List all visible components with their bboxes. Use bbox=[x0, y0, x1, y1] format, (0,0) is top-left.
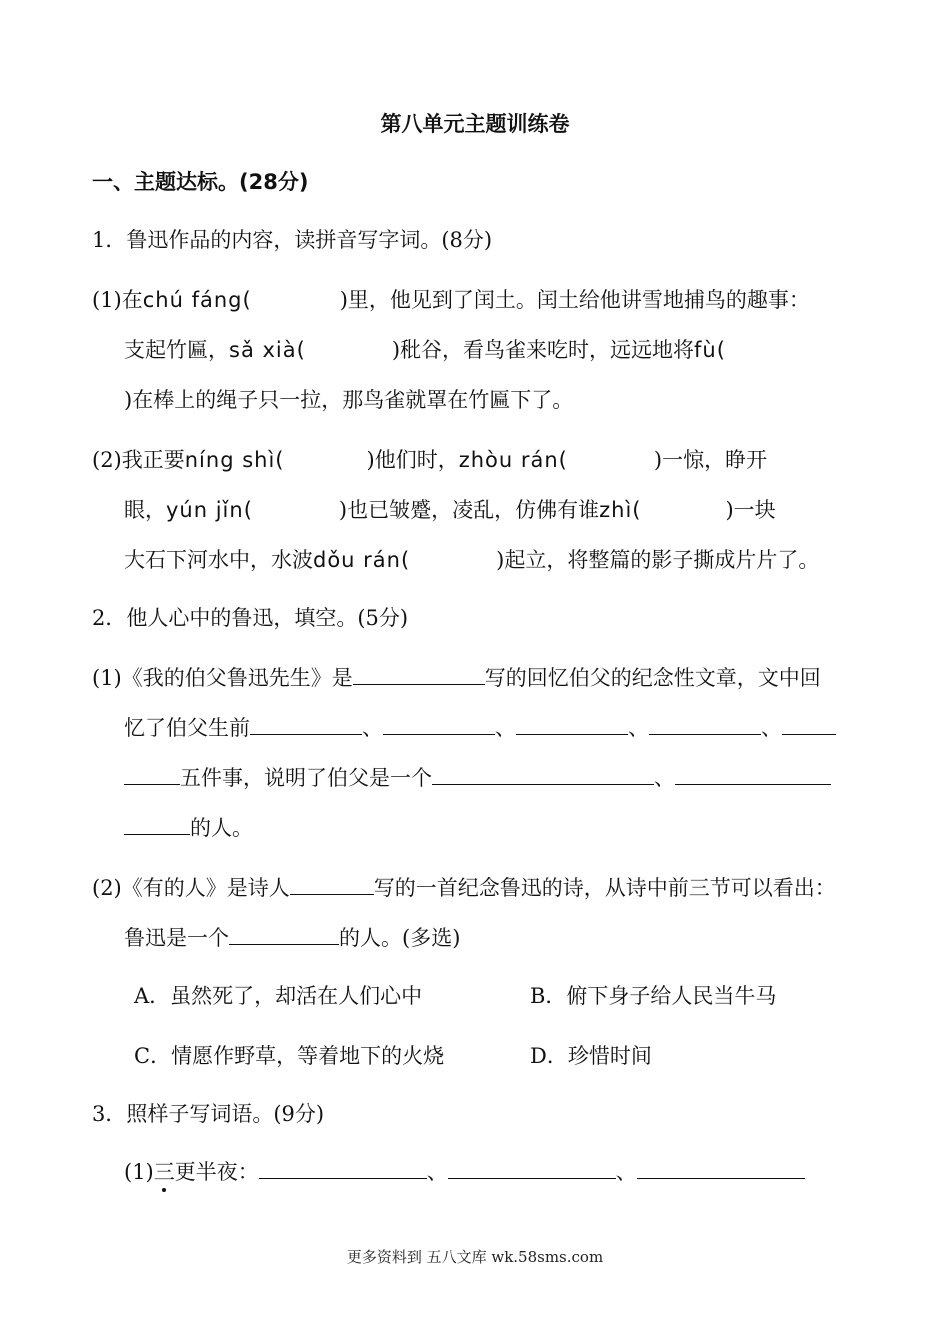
separator: 、 bbox=[615, 1160, 637, 1184]
separator: 、 bbox=[761, 716, 782, 740]
q2-p1-line4 bbox=[124, 814, 253, 842]
blank-quality-2-end[interactable] bbox=[124, 814, 190, 835]
blank-word-1[interactable] bbox=[259, 1158, 427, 1179]
q1-p1-line2 bbox=[124, 336, 726, 364]
q3-p1-line1 bbox=[124, 1158, 805, 1186]
pinyin-zhouran: zhòu rán( bbox=[458, 448, 568, 472]
blank-event-3[interactable] bbox=[516, 714, 628, 735]
q1-p2-text-e: )也已皱蹙，凌乱，仿佛有谁 bbox=[338, 498, 600, 522]
q2-p1-line1 bbox=[92, 664, 821, 692]
q3-p1-example: 更半夜： bbox=[174, 1160, 259, 1184]
section-heading: 一、主题达标。(28分) bbox=[92, 170, 309, 194]
q1-p2-text-g: 大石下河水中，水波 bbox=[124, 548, 313, 572]
blank-poet[interactable] bbox=[290, 874, 374, 895]
q1-p2-line1 bbox=[92, 446, 767, 474]
option-a[interactable]: A．虽然死了，却活在人们心中 bbox=[134, 984, 423, 1008]
option-b[interactable]: B．俯下身子给人民当牛马 bbox=[530, 984, 777, 1008]
q2-p1-text-b: 写的回忆伯父的纪念性文章，文中回 bbox=[484, 666, 821, 690]
blank-author[interactable] bbox=[353, 664, 485, 685]
q1-p1-number: (1) bbox=[92, 288, 122, 312]
q2-p2-text-c: 鲁迅是一个 bbox=[124, 926, 229, 950]
q1-p1-line3 bbox=[124, 386, 573, 414]
blank-quality-2-start[interactable] bbox=[675, 764, 831, 785]
q1-p2-number: (2) bbox=[92, 448, 122, 472]
question-3-heading: 3．照样子写词语。(9分) bbox=[92, 1102, 325, 1126]
q1-p1-line1 bbox=[92, 286, 810, 314]
blank-luxun-trait[interactable] bbox=[229, 924, 339, 945]
q2-p1-text-c: 忆了伯父生前 bbox=[124, 716, 250, 740]
q1-p2-text-c: )一惊，睁开 bbox=[653, 448, 768, 472]
q3-p1-number: (1) bbox=[124, 1160, 154, 1184]
blank-event-5-end[interactable] bbox=[124, 764, 180, 785]
pinyin-yunjin: yún jǐn( bbox=[166, 498, 253, 522]
q1-p2-text-a: 我正要 bbox=[121, 448, 185, 472]
blank-event-5-start[interactable] bbox=[782, 714, 836, 735]
q1-p2-text-h: )起立，将整篇的影子撕成片片了。 bbox=[496, 548, 820, 572]
q1-p1-text-b: )里，他见到了闰土。闰土给他讲雪地捕鸟的趣事： bbox=[339, 288, 810, 312]
pinyin-zhi: zhì( bbox=[599, 498, 642, 522]
separator: 、 bbox=[495, 716, 516, 740]
pinyin-douran: dǒu rán( bbox=[313, 548, 411, 572]
pinyin-ningshi: níng shì( bbox=[184, 448, 285, 472]
q2-p1-text-d: 五件事，说明了伯父是一个 bbox=[180, 766, 432, 790]
separator: 、 bbox=[654, 766, 675, 790]
q2-p2-text-b: 写的一首纪念鲁迅的诗，从诗中前三节可以看出： bbox=[373, 876, 836, 900]
blank-word-3[interactable] bbox=[637, 1158, 805, 1179]
emphasized-char: 三 bbox=[153, 1160, 175, 1184]
q1-p1-text-c: 支起竹匾， bbox=[124, 338, 229, 362]
separator: 、 bbox=[628, 716, 649, 740]
option-c[interactable]: C．情愿作野草，等着地下的火烧 bbox=[134, 1044, 445, 1068]
pinyin-saxia: sǎ xià( bbox=[229, 338, 306, 362]
q2-p2-text-d: 的人。(多选) bbox=[339, 926, 461, 950]
q2-p1-text-a: (1)《我的伯父鲁迅先生》是 bbox=[92, 666, 353, 690]
q1-p2-line3 bbox=[124, 546, 819, 574]
footer-watermark: 更多资料到 五八文库 wk.58sms.com bbox=[346, 1248, 604, 1266]
q1-p2-text-b: )他们时， bbox=[366, 448, 459, 472]
q1-p2-line2 bbox=[124, 496, 776, 524]
q2-p2-text-a: (2)《有的人》是诗人 bbox=[92, 876, 290, 900]
pinyin-chufang: chú fáng( bbox=[142, 288, 252, 312]
q1-p1-text-a: 在 bbox=[121, 288, 143, 312]
question-1-heading: 1．鲁迅作品的内容，读拼音写字词。(8分) bbox=[92, 228, 493, 252]
question-2-heading: 2．他人心中的鲁迅，填空。(5分) bbox=[92, 606, 409, 630]
q1-p2-text-f: )一块 bbox=[725, 498, 776, 522]
pinyin-fu: fù( bbox=[694, 338, 726, 362]
q2-p1-line2 bbox=[124, 714, 836, 742]
q1-p1-text-e: )在棒上的绳子只一拉，那鸟雀就罩在竹匾下了。 bbox=[124, 388, 574, 412]
separator: 、 bbox=[426, 1160, 448, 1184]
q2-p1-text-e: 的人。 bbox=[190, 816, 253, 840]
q2-p2-line1 bbox=[92, 874, 836, 902]
blank-event-4[interactable] bbox=[649, 714, 761, 735]
option-d[interactable]: D．珍惜时间 bbox=[530, 1044, 652, 1068]
q2-p2-line2 bbox=[124, 924, 460, 952]
page-title: 第八单元主题训练卷 bbox=[380, 112, 570, 136]
q2-p1-line3 bbox=[124, 764, 831, 792]
blank-quality-1[interactable] bbox=[432, 764, 654, 785]
q1-p2-text-d: 眼， bbox=[124, 498, 166, 522]
separator: 、 bbox=[362, 716, 383, 740]
blank-event-1[interactable] bbox=[250, 714, 362, 735]
q1-p1-text-d: )秕谷，看鸟雀来吃时，远远地将 bbox=[391, 338, 695, 362]
blank-event-2[interactable] bbox=[383, 714, 495, 735]
blank-word-2[interactable] bbox=[448, 1158, 616, 1179]
